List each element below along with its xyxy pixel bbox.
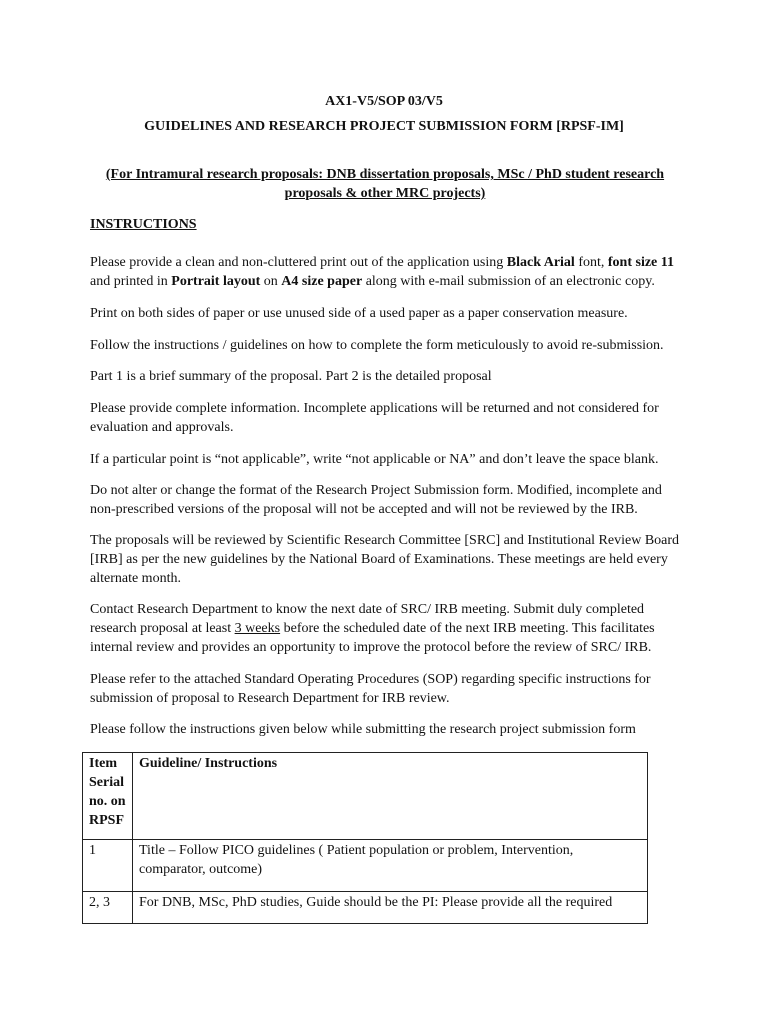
underlined-run: 3 weeks xyxy=(234,621,281,636)
text-run: along with e-mail submission of an electronic copy. xyxy=(362,274,655,289)
document-title: GUIDELINES AND RESEARCH PROJECT SUBMISSION FORM [RPSF-IM] xyxy=(144,119,624,134)
text-run: Please provide a clean and non-cluttered print out of the application using xyxy=(90,255,507,270)
table-row xyxy=(83,892,648,924)
table-cell-item: 1 xyxy=(83,840,133,892)
text-run: and printed in xyxy=(90,274,172,289)
paragraph-print-format xyxy=(90,253,680,291)
text-run: before the scheduled date of the next IRB meeting. This facilitates internal review and provides an opportunity to improve the protocol before the review of SRC/ IRB. xyxy=(90,621,655,655)
text-run: on xyxy=(260,274,282,289)
paragraph-complete-information: Please provide complete information. Incomplete applications will be returned and not considered for evaluation and approvals. xyxy=(90,401,659,435)
bold-run: font size 11 xyxy=(607,255,674,270)
paragraph-review-process: The proposals will be reviewed by Scientific Research Committee [SRC] and Institutional Review Board [IRB] as per the new guidelines by the National Board of Examinations. These meetings are held every alternate month. xyxy=(90,533,680,586)
document-code: AX1-V5/SOP 03/V5 xyxy=(325,94,443,109)
table-cell-text: For DNB, MSc, PhD studies, Guide should be the PI: Please provide all the required xyxy=(133,892,648,924)
bold-run: A4 size paper xyxy=(281,274,363,289)
paragraph-contact-research xyxy=(90,600,680,657)
paragraph-not-applicable: If a particular point is “not applicable”, write “not applicable or NA” and don’t leave the space blank. xyxy=(90,452,659,467)
text-run: Contact Research Department to know the next date of SRC/ IRB meeting. Submit duly completed research proposal at least xyxy=(90,602,645,636)
table-cell-item: 2, 3 xyxy=(83,892,133,924)
instructions-heading: INSTRUCTIONS xyxy=(90,217,197,232)
table-header-item: Item Serial no. on RPSF xyxy=(83,753,133,840)
text-run: font, xyxy=(574,255,608,270)
table-header-row xyxy=(83,753,648,840)
paragraph-follow-below: Please follow the instructions given below while submitting the research project submission form xyxy=(90,722,636,737)
table-header-guideline: Guideline/ Instructions xyxy=(133,753,648,840)
guidelines-table xyxy=(82,752,648,924)
bold-run: Portrait layout xyxy=(171,274,261,289)
table-row xyxy=(83,840,648,892)
paragraph-follow-instructions: Follow the instructions / guidelines on how to complete the form meticulously to avoid re-submission. xyxy=(90,338,664,353)
table-cell-text: Title – Follow PICO guidelines ( Patient population or problem, Intervention, comparator, outcome) xyxy=(133,840,648,892)
paragraph-print-both-sides: Print on both sides of paper or use unused side of a used paper as a paper conservation measure. xyxy=(90,306,628,321)
bold-run: Black Arial xyxy=(506,255,575,270)
document-subtitle: (For Intramural research proposals: DNB dissertation proposals, MSc / PhD student research proposals & other MRC projects) xyxy=(105,167,665,201)
paragraph-parts: Part 1 is a brief summary of the proposal. Part 2 is the detailed proposal xyxy=(90,369,492,384)
paragraph-do-not-alter: Do not alter or change the format of the Research Project Submission form. Modified, incomplete and non-prescribed versions of the proposal will not be accepted and will not be reviewed by the IRB. xyxy=(90,483,662,517)
paragraph-sop-reference: Please refer to the attached Standard Operating Procedures (SOP) regarding specific instructions for submission of proposal to Research Department for IRB review. xyxy=(90,672,651,706)
